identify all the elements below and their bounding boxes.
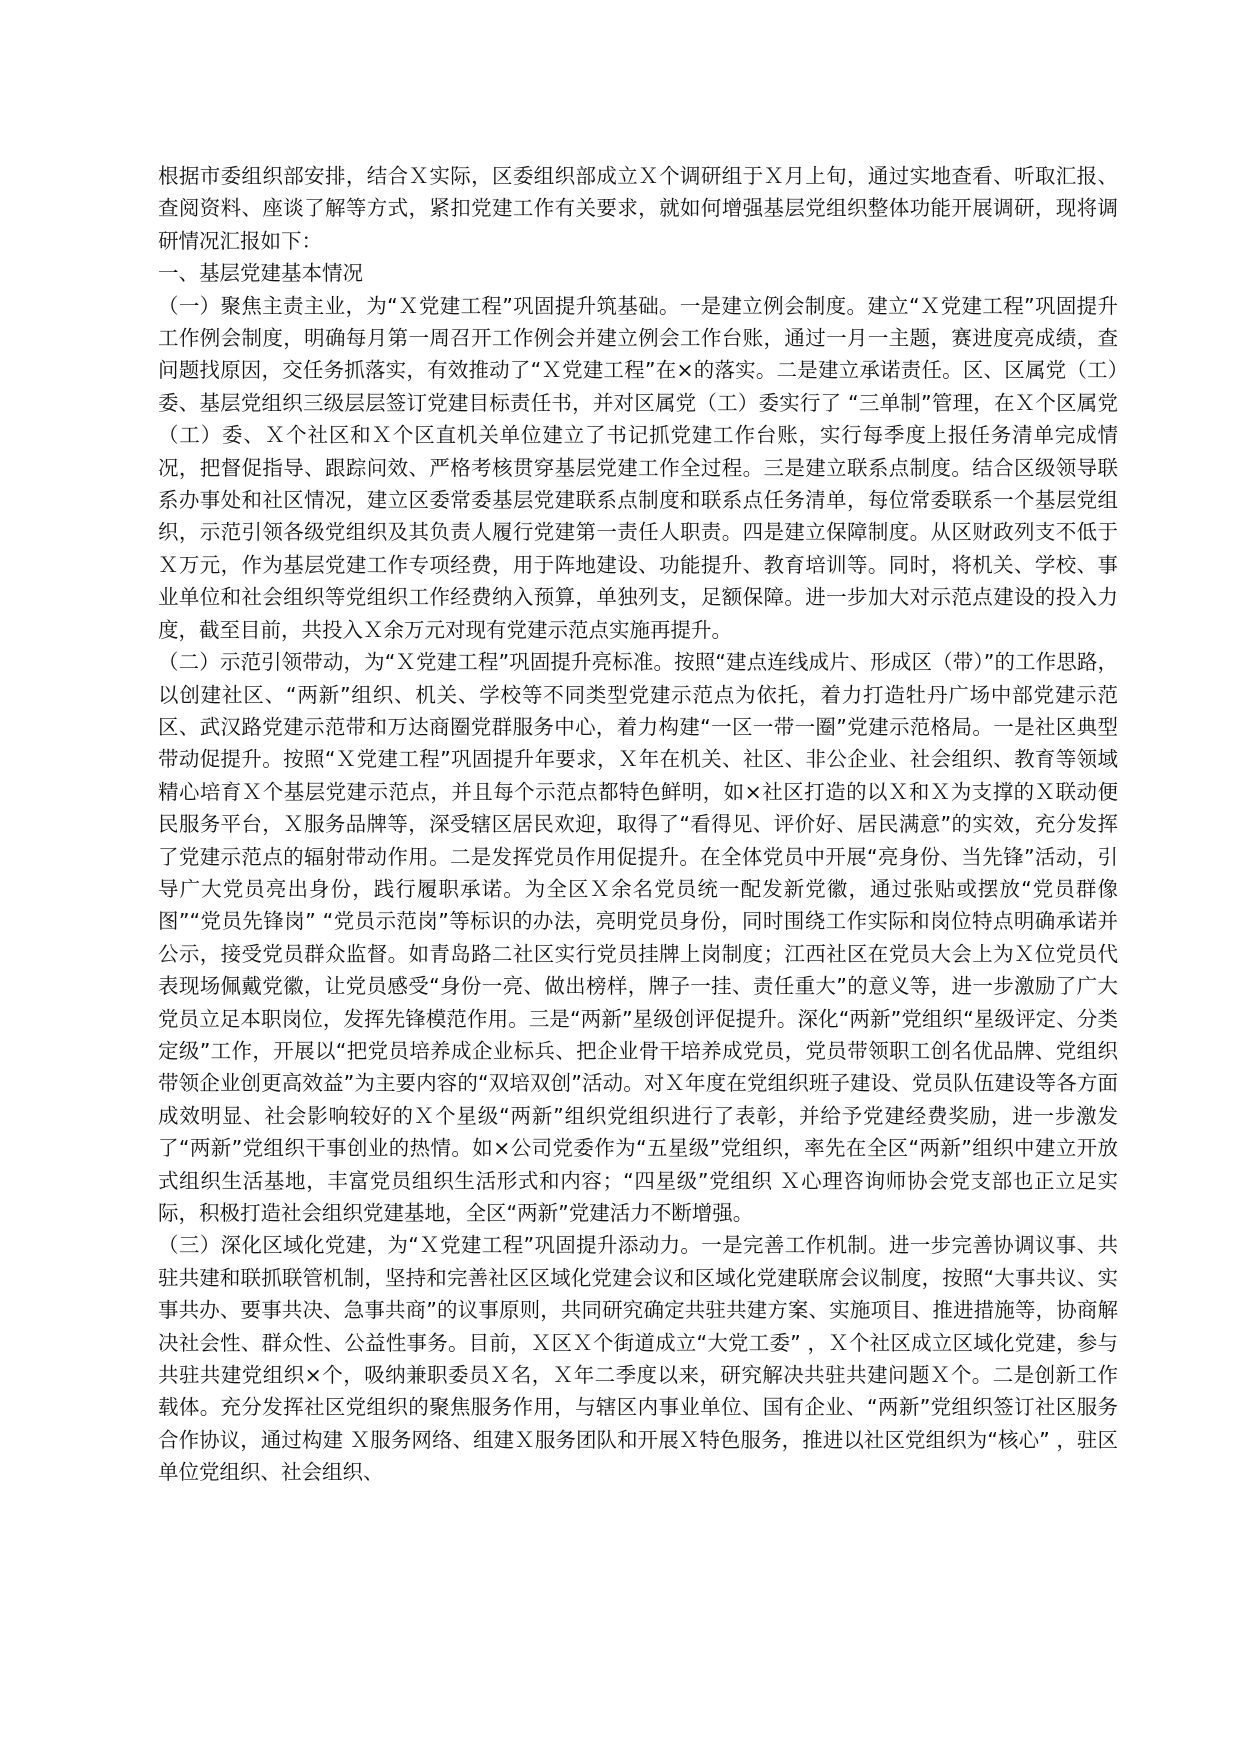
section-3-paragraph: （三）深化区域化党建，为“Ｘ党建工程”巩固提升添动力。一是完善工作机制。进一步完善协调议事、共驻共建和联抓联管机制，坚持和完善社区区域化党建会议和区域化党建联席会议制度，按照“大事共议、实事共办、要事共决、急事共商”的议事原则，共同研究确定共驻共建方案、实施项目、推进措施等，协商解决社会性、群众性、公益性事务。目前，Ｘ区Ｘ个街道成立“大党工委” ，Ｘ个社区成立区域化党建，参与共驻共建党组织×个，吸纳兼职委员Ｘ名，Ｘ年二季度以来，研究解决共驻共建问题Ｘ个。二是创新工作载体。充分发挥社区党组织的聚焦服务作用，与辖区内事业单位、国有企业、“两新”党组织签订社区服务合作协议，通过构建 Ｘ服务网络、组建Ｘ服务团队和开展Ｘ特色服务，推进以社区党组织为“核心” ，驻区单位党组织、社会组织、 [158, 1233, 1118, 1485]
intro-paragraph: 根据市委组织部安排，结合Ｘ实际，区委组织部成立Ｘ个调研组于Ｘ月上旬，通过实地查看、听取汇报、查阅资料、座谈了解等方式，紧扣党建工作有关要求，就如何增强基层党组织整体功能开展调研，现将调研情况汇报如下： [158, 164, 1118, 253]
section-2-paragraph: （二）示范引领带动，为“Ｘ党建工程”巩固提升亮标准。按照“建点连线成片、形成区（带）”的工作思路，以创建社区、“两新”组织、机关、学校等不同类型党建示范点为依托，着力打造牡丹广场中部党建示范区、武汉路党建示范带和万达商圈党群服务中心，着力构建“一区一带一圈”党建示范格局。一是社区典型带动促提升。按照“Ｘ党建工程”巩固提升年要求，Ｘ年在机关、社区、非公企业、社会组织、教育等领域精心培育Ｘ个基层党建示范点，并且每个示范点都特色鲜明，如×社区打造的以Ｘ和Ｘ为支撑的Ｘ联动便民服务平台，Ｘ服务品牌等，深受辖区居民欢迎，取得了“看得见、评价好、居民满意”的实效，充分发挥了党建示范点的辐射带动作用。二是发挥党员作用促提升。在全体党员中开展“亮身份、当先锋”活动，引导广大党员亮出身份，践行履职承诺。为全区Ｘ余名党员统一配发新党徽，通过张贴或摆放“党员群像图”“党员先锋岗” “党员示范岗”等标识的办法，亮明党员身份，同时围绕工作实际和岗位特点明确承诺并公示，接受党员群众监督。如青岛路二社区实行党员挂牌上岗制度；江西社区在党员大会上为Ｘ位党员代表现场佩戴党徽，让党员感受“身份一亮、做出榜样，牌子一挂、责任重大”的意义等，进一步激励了广大党员立足本职岗位，发挥先锋模范作用。三是“两新”星级创评促提升。深化“两新”党组织“星级评定、分类定级”工作，开展以“把党员培养成企业标兵、把企业骨干培养成党员，党员带领职工创名优品牌、党组织带领企业创更高效益”为主要内容的“双培双创”活动。对Ｘ年度在党组织班子建设、党员队伍建设等各方面成效明显、社会影响较好的Ｘ个星级“两新”组织党组织进行了表彰，并给予党建经费奖励，进一步激发了“两新”党组织干事创业的热情。如×公司党委作为“五星级”党组织，率先在全区“两新”组织中建立开放式组织生活基地，丰富党员组织生活形式和内容；“四星级”党组织 Ｘ心理咨询师协会党支部也正立足实际，积极打造社会组织党建基地，全区“两新”党建活力不断增强。 [158, 650, 1118, 1225]
section-1-paragraph: （一）聚焦主责主业，为“Ｘ党建工程”巩固提升筑基础。一是建立例会制度。建立“Ｘ党建工程”巩固提升工作例会制度，明确每月第一周召开工作例会并建立例会工作台账，通过一月一主题，赛进度亮成绩，查问题找原因，交任务抓落实，有效推动了“Ｘ党建工程”在×的落实。二是建立承诺责任。区、区属党（工）委、基层党组织三级层层签订党建目标责任书，并对区属党（工）委实行了 “三单制”管理，在Ｘ个区属党（工）委、Ｘ个社区和Ｘ个区直机关单位建立了书记抓党建工作台账，实行每季度上报任务清单完成情况，把督促指导、跟踪问效、严格考核贯穿基层党建工作全过程。三是建立联系点制度。结合区级领导联系办事处和社区情况，建立区委常委基层党建联系点制度和联系点任务清单，每位常委联系一个基层党组织，示范引领各级党组织及其负责人履行党建第一责任人职责。四是建立保障制度。从区财政列支不低于 Ｘ万元，作为基层党建工作专项经费，用于阵地建设、功能提升、教育培训等。同时，将机关、学校、事业单位和社会组织等党组织工作经费纳入预算，单独列支，足额保障。进一步加大对示范点建设的投入力度，截至目前，共投入Ｘ余万元对现有党建示范点实施再提升。 [158, 293, 1118, 642]
document-body [158, 160, 1118, 1489]
section-heading: 一、基层党建基本情况 [158, 261, 363, 286]
